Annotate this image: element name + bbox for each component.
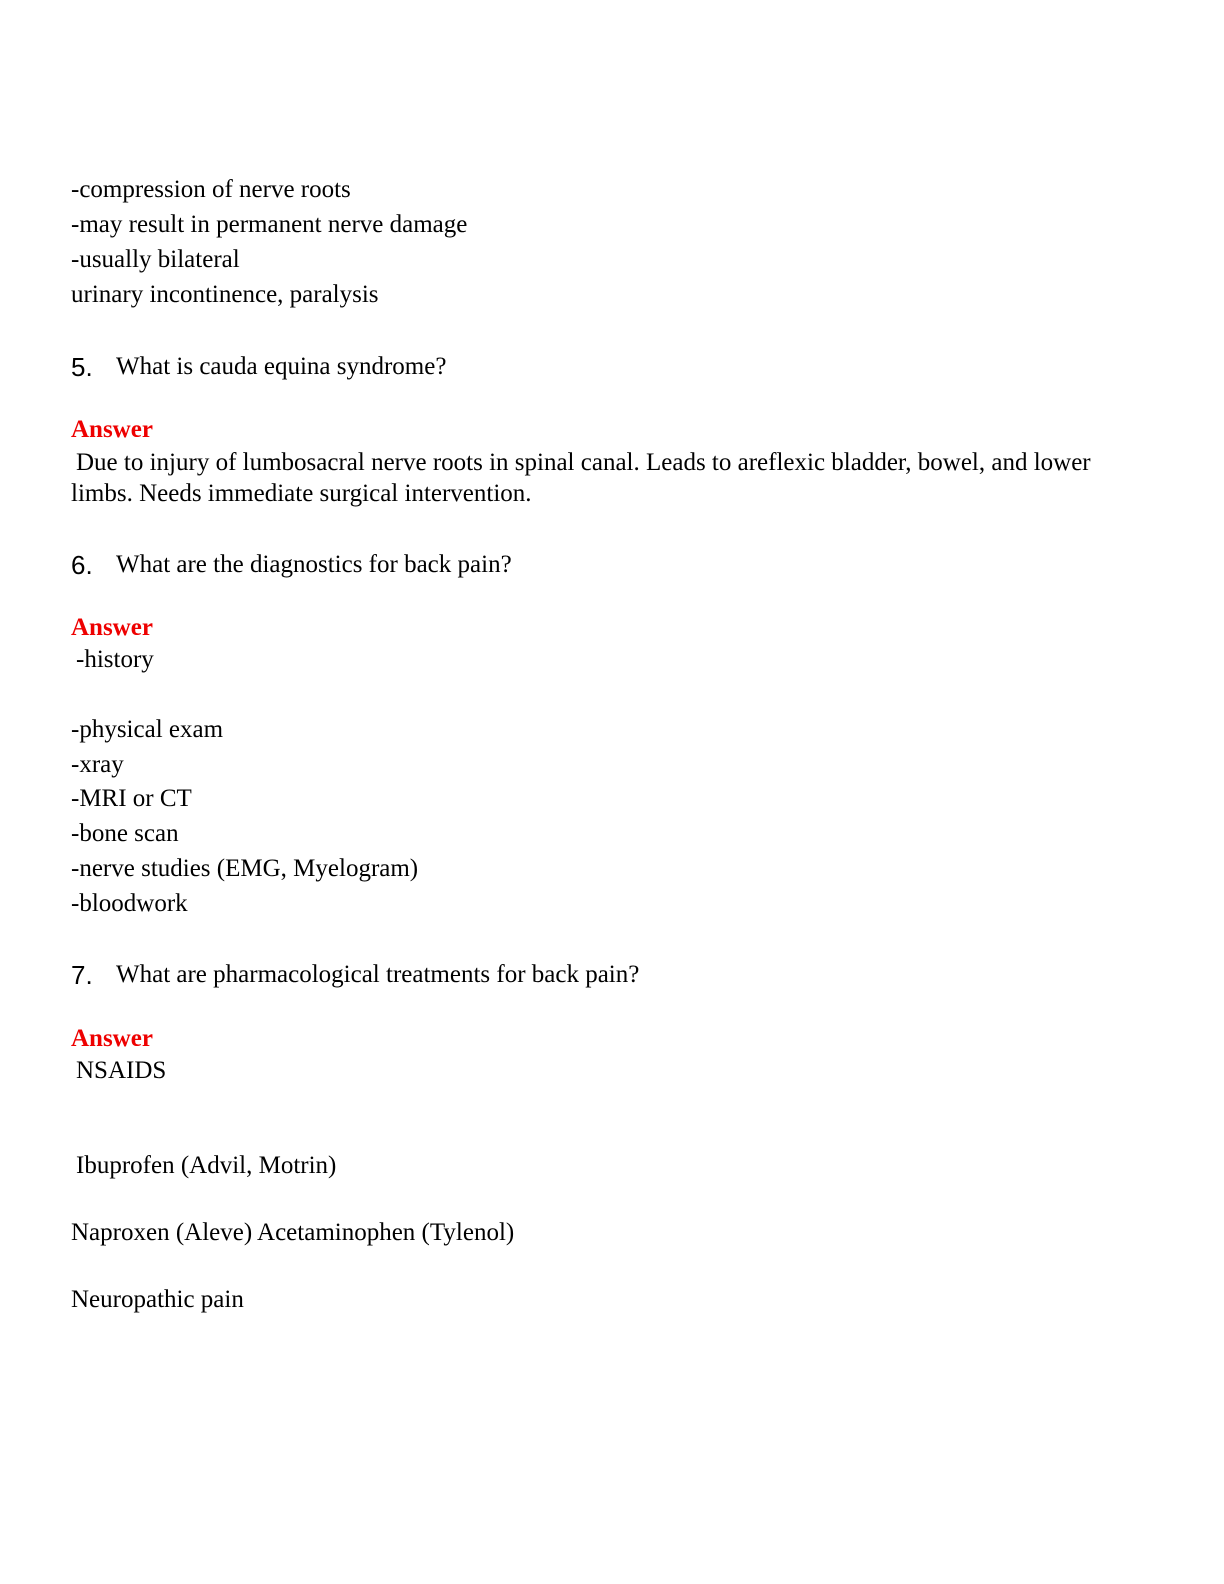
- answer-label: Answer: [71, 614, 153, 641]
- answer-label: Answer: [71, 1025, 153, 1052]
- question-number: 5.: [71, 352, 93, 382]
- answer-line: -nerve studies (EMG, Myelogram): [71, 855, 419, 882]
- intro-line: -usually bilateral: [71, 246, 240, 273]
- answer-line: -bone scan: [71, 820, 179, 847]
- question-text: What is cauda equina syndrome?: [116, 353, 447, 380]
- question-number: 7.: [71, 960, 93, 990]
- answer-line: Naproxen (Aleve) Acetaminophen (Tylenol): [71, 1219, 515, 1246]
- answer-line: Neuropathic pain: [71, 1286, 244, 1313]
- answer-line: -bloodwork: [71, 890, 188, 917]
- answer-line: Ibuprofen (Advil, Motrin): [76, 1152, 337, 1179]
- answer-label: Answer: [71, 416, 153, 443]
- question-text: What are the diagnostics for back pain?: [116, 551, 512, 578]
- answer-paragraph: Due to injury of lumbosacral nerve roots in spinal canal. Leads to areflexic bladder, bowel, and lower limbs. Needs immediate surgical intervention.: [71, 449, 1091, 507]
- question-text: What are pharmacological treatments for back pain?: [116, 961, 640, 988]
- answer-line: NSAIDS: [76, 1057, 167, 1084]
- intro-line: -may result in permanent nerve damage: [71, 211, 468, 238]
- answer-line: -history: [76, 646, 154, 673]
- question-number: 6.: [71, 550, 93, 580]
- answer-line: -xray: [71, 751, 124, 778]
- answer-line: -MRI or CT: [71, 785, 192, 812]
- intro-line: urinary incontinence, paralysis: [71, 281, 379, 308]
- answer-line: -physical exam: [71, 716, 224, 743]
- intro-line: -compression of nerve roots: [71, 176, 351, 203]
